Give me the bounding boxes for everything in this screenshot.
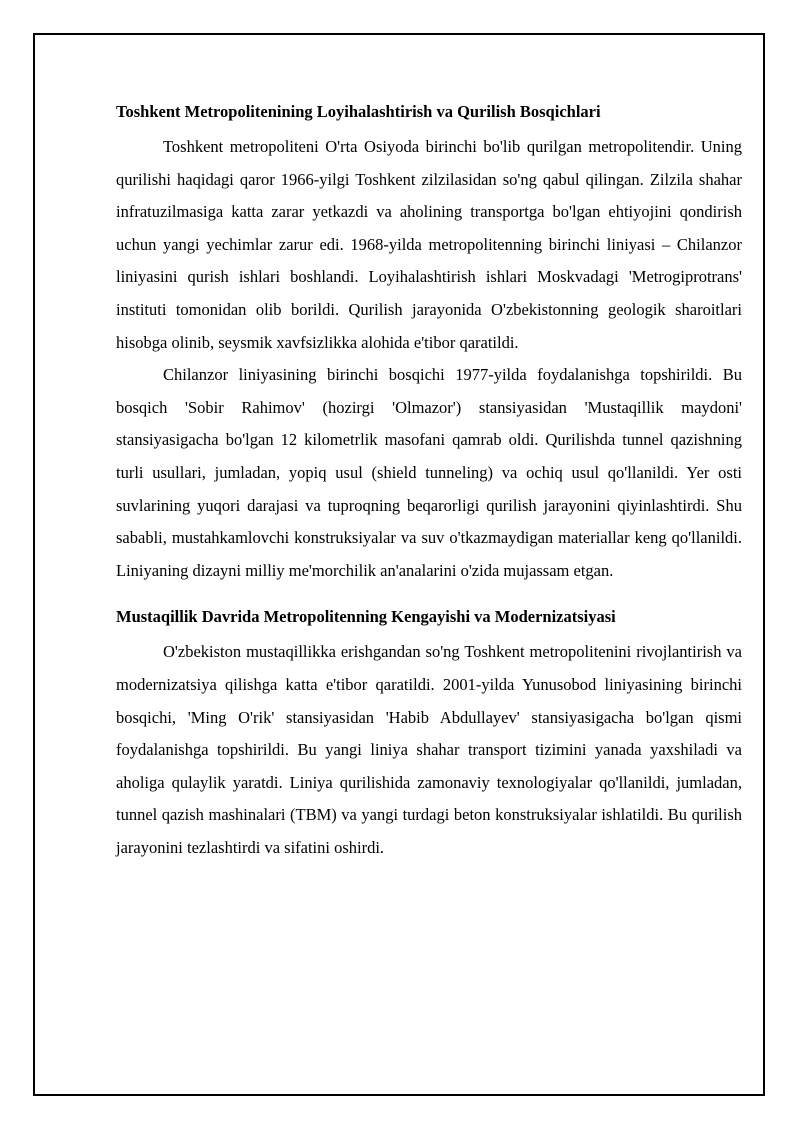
document-body (116, 96, 742, 864)
body-paragraph: O'zbekiston mustaqillikka erishgandan so'ng Toshkent metropolitenini rivojlantirish va modernizatsiya qilishga katta e'tibor qaratildi. 2001-yilda Yunusobod liniyasining birinchi bosqichi, 'Ming O'rik' stansiyasidan 'Habib Abdullayev' stansiyasigacha bo'lgan qismi foydalanishga topshirildi. Bu yangi liniya shahar transport tizimini yanada yaxshiladi va aholiga qulaylik yaratdi. Liniya qurilishida zamonaviy texnologiyalar qo'llanildi, jumladan, tunnel qazish mashinalari (TBM) va yangi turdagi beton konstruksiyalar ishlatildi. Bu qurilish jarayonini tezlashtirdi va sifatini oshirdi. (116, 642, 742, 857)
body-paragraph: Chilanzor liniyasining birinchi bosqichi 1977-yilda foydalanishga topshirildi. Bu bosqich 'Sobir Rahimov' (hozirgi 'Olmazor') stansiyasidan 'Mustaqillik maydoni' stansiyasigacha bo'lgan 12 kilometrlik masofani qamrab oldi. Qurilishda tunnel qazishning turli usullari, jumladan, yopiq usul (shield tunneling) va ochiq usul qo'llanildi. Yer osti suvlarining yuqori darajasi va tuproqning beqarorligi qurilish jarayonini qiyinlashtirdi. Shu sababli, mustahkamlovchi konstruksiyalar va suv o'tkazmaydigan materiallar keng qo'llanildi. Liniyaning dizayni milliy me'morchilik an'analarini o'zida mujassam etgan. (116, 365, 742, 580)
section-heading: Toshkent Metropolitenining Loyihalashtirish va Qurilish Bosqichlari (116, 102, 601, 121)
section-heading: Mustaqillik Davrida Metropolitenning Kengayishi va Modernizatsiyasi (116, 607, 616, 627)
body-paragraph: Toshkent metropoliteni O'rta Osiyoda birinchi bo'lib qurilgan metropolitendir. Uning qurilishi haqidagi qaror 1966-yilgi Toshkent zilzilasidan so'ng qabul qilingan. Zilzila shahar infratuzilmasiga katta zarar yetkazdi va aholining transportga bo'lgan ehtiyojini qondirish uchun yangi yechimlar zarur edi. 1968-yilda metropolitenning birinchi liniyasi – Chilanzor liniyasini qurish ishlari boshlandi. Loyihalashtirish ishlari Moskvadagi 'Metrogiprotrans' instituti tomonidan olib borildi. Qurilish jarayonida O'zbekistonning geologik sharoitlari hisobga olinib, seysmik xavfsizlikka alohida e'tibor qaratildi. (116, 137, 742, 352)
